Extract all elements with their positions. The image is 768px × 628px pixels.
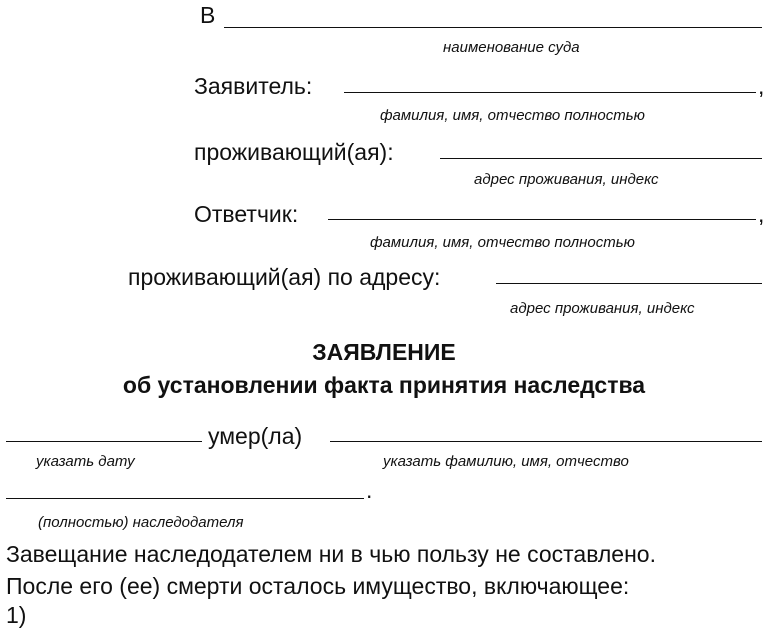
paragraph-estate-item-partial: 1)	[6, 602, 27, 628]
deceased-name-continuation-line[interactable]	[6, 498, 364, 499]
applicant-name-hint: фамилия, имя, отчество полностью	[380, 107, 645, 124]
court-prefix: В	[200, 2, 216, 28]
applicant-label: Заявитель:	[194, 73, 313, 99]
respondent-address-label: проживающий(ая) по адресу:	[128, 264, 441, 290]
respondent-label: Ответчик:	[194, 201, 299, 227]
document-subtitle: об установлении факта принятия наследства	[122, 372, 646, 398]
document-title: ЗАЯВЛЕНИЕ	[312, 339, 456, 365]
respondent-name-line[interactable]	[328, 219, 756, 220]
applicant-address-hint: адрес проживания, индекс	[474, 171, 659, 188]
respondent-comma: ,	[758, 201, 765, 227]
court-name-line[interactable]	[224, 27, 762, 28]
died-label: умер(ла)	[208, 423, 303, 449]
applicant-name-line[interactable]	[344, 92, 756, 93]
paragraph-estate: После его (ее) смерти осталось имущество, включающее:	[6, 573, 630, 599]
respondent-address-line[interactable]	[496, 283, 762, 284]
applicant-address-label: проживающий(ая):	[194, 139, 394, 165]
deceased-name-hint: указать фамилию, имя, отчество	[383, 453, 629, 470]
death-date-line[interactable]	[6, 441, 202, 442]
deceased-name-line[interactable]	[330, 441, 762, 442]
court-name-hint: наименование суда	[443, 39, 580, 56]
death-date-hint: указать дату	[36, 453, 135, 470]
testator-hint: (полностью) наследодателя	[38, 514, 244, 531]
name-period: .	[366, 477, 373, 503]
paragraph-no-will: Завещание наследодателем ни в чью пользу не составлено.	[6, 541, 656, 567]
applicant-address-line[interactable]	[440, 158, 762, 159]
respondent-name-hint: фамилия, имя, отчество полностью	[370, 234, 635, 251]
respondent-address-hint: адрес проживания, индекс	[510, 300, 695, 317]
applicant-comma: ,	[758, 73, 765, 99]
